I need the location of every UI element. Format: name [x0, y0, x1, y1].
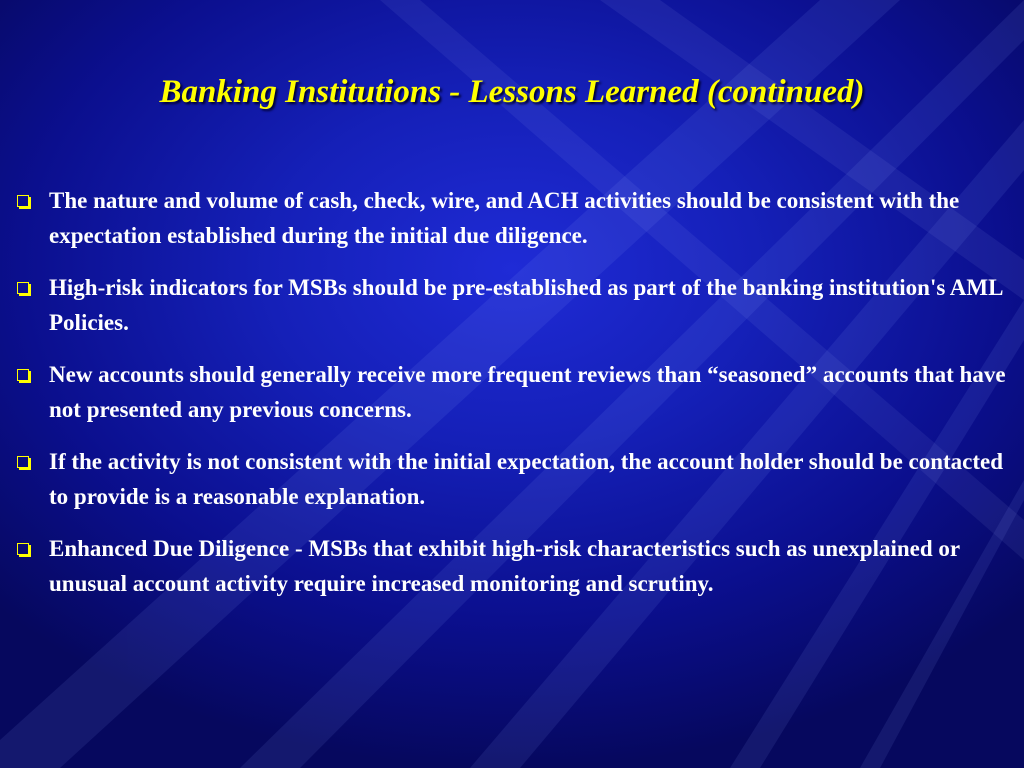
bullet-item	[14, 183, 1010, 253]
bullet-item	[14, 270, 1010, 340]
bullet-text: If the activity is not consistent with the initial expectation, the account holder should be contacted to provide is a reasonable explanation.	[49, 449, 1004, 509]
bullet-item	[14, 444, 1010, 514]
slide-title: Banking Institutions - Lessons Learned (continued)	[159, 74, 865, 110]
square-bullet-icon	[14, 444, 40, 480]
bullet-text: Enhanced Due Diligence - MSBs that exhibit high-risk characteristics such as unexplained or unusual account activity require increased monitoring and scrutiny.	[49, 536, 960, 596]
bullet-text: High-risk indicators for MSBs should be pre-established as part of the banking institution's AML Policies.	[49, 275, 1003, 335]
square-bullet-icon	[14, 183, 40, 219]
bullet-list	[14, 183, 1010, 618]
square-bullet-icon	[14, 270, 40, 306]
bullet-item	[14, 357, 1010, 427]
bullet-text: New accounts should generally receive more frequent reviews than “seasoned” accounts that have not presented any previous concerns.	[49, 362, 1006, 422]
square-bullet-icon	[14, 531, 40, 567]
bullet-text: The nature and volume of cash, check, wire, and ACH activities should be consistent with the expectation established during the initial due diligence.	[49, 188, 960, 248]
square-bullet-icon	[14, 357, 40, 393]
bullet-item	[14, 531, 1010, 601]
